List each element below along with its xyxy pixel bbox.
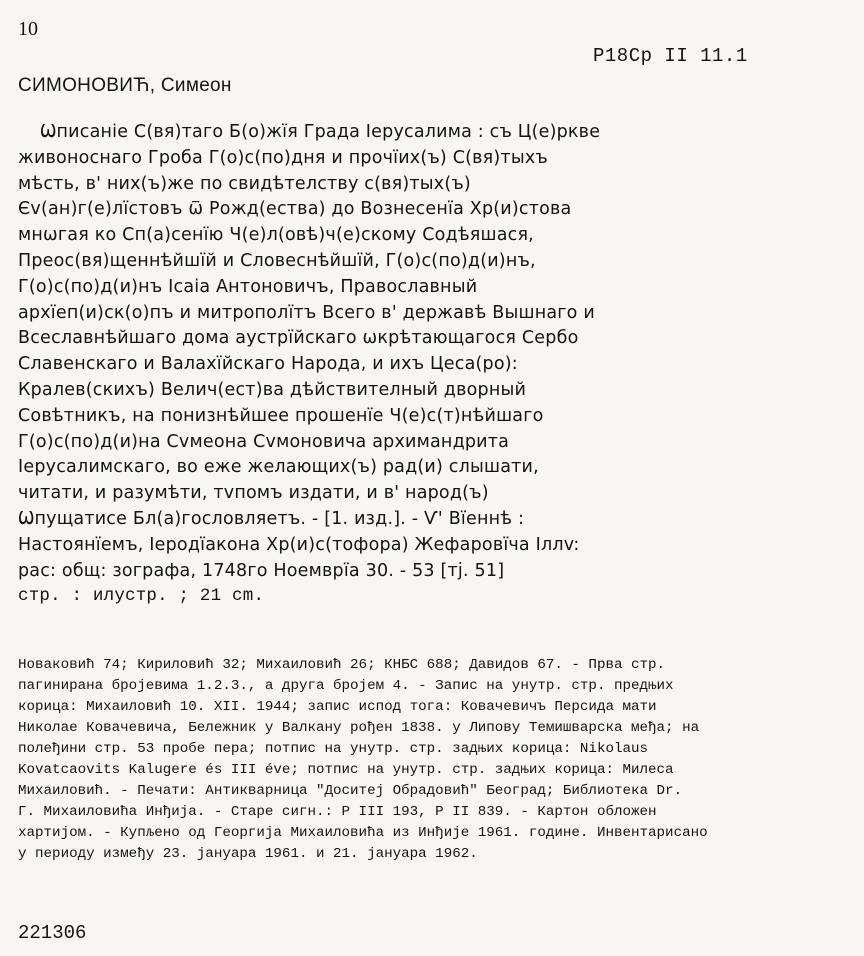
title-line: Г(о)с(по)д(и)нъ Ісаіа Антоновичъ, Православный bbox=[18, 276, 478, 297]
notes-line: пагинирана бројевима 1.2.3., а друга бројем 4. - Запис на унутр. стр. предњих bbox=[18, 678, 674, 694]
title-description bbox=[18, 120, 858, 610]
title-line: Всеславнѣйшаго дома аустрїйскаго ѡкрѣтающагося Сербо bbox=[18, 328, 579, 349]
title-line: Ѡпущатисе Бл(а)гословляетъ. - [1. изд.]. - Ѵ' Вїеннѣ : bbox=[18, 508, 525, 529]
title-line: Славенскаго и Валахїйскаго Народа, и ихъ Цеса(ро): bbox=[18, 354, 518, 375]
title-line: Іерусалимскаго, во еже желающих(ъ) рад(и) слышати, bbox=[18, 457, 539, 478]
notes-line: хартијом. - Купљено од Георгија Михаиловића из Инђије 1961. године. Инвентарисано bbox=[18, 825, 708, 841]
title-line: рас: общ: зографа, 1748го Ноемврїа 30. - 53 [тј. 51] bbox=[18, 560, 505, 581]
physical-description: стр. : илустр. ; 21 cm. bbox=[18, 586, 265, 607]
title-line: Г(о)с(по)д(и)на Сvмеона Сvмоновича архимандрита bbox=[18, 431, 510, 452]
title-line: Єv(ан)г(е)лїстовъ ѿ Рожд(ества) до Вознесенїа Хр(и)стова bbox=[18, 199, 572, 220]
notes-block bbox=[18, 655, 848, 865]
notes-line: Николае Ковачевича, Бележник у Валкану рођен 1838. у Липову Темишварска међа; на bbox=[18, 720, 700, 736]
title-line: Совѣтникъ, на понизнѣйшее прошенїе Ч(е)с(т)нѣйшаго bbox=[18, 405, 544, 426]
title-line: Кралев(скихъ) Велич(ест)ва дѣйствителный дворный bbox=[18, 379, 527, 400]
inventory-number: 221306 bbox=[18, 922, 87, 944]
shelfmark: Р18Ср II 11.1 bbox=[593, 45, 748, 67]
notes-line: у периоду између 23. јануара 1961. и 21. јануара 1962. bbox=[18, 846, 478, 862]
notes-line: корица: Михаиловић 10. XII. 1944; запис испод тога: Ковачевичъ Персида мати bbox=[18, 699, 657, 715]
notes-line: Михаиловић. - Печати: Антикварница "Доситеј Обрадовић" Београд; Библиотека Dr. bbox=[18, 783, 683, 799]
notes-line: полеђини стр. 53 пробе пера; потпис на унутр. стр. задњих корица: Nikolaus bbox=[18, 741, 649, 757]
title-line: мнѡгая ко Сп(а)сенїю Ч(е)л(овѣ)ч(е)скому Содѣяшася, bbox=[18, 225, 534, 246]
page-number: 10 bbox=[18, 18, 38, 40]
notes-line: Г. Михаиловића Инђија. - Старе сигн.: Р III 193, Р II 839. - Картон обложен bbox=[18, 804, 657, 820]
title-line: Ѡписаніе С(вя)таго Б(о)жїя Града Іерусалима : съ Ц(е)ркве bbox=[40, 122, 601, 142]
author-heading: СИМОНОВИЋ, Симеон bbox=[18, 75, 232, 96]
notes-line: Новаковић 74; Кириловић 32; Михаиловић 26; КНБС 688; Давидов 67. - Прва стр. bbox=[18, 657, 666, 673]
notes-line: Kovatcaovits Kalugere és III éve; потпис на унутр. стр. задњих корица: Милеса bbox=[18, 762, 674, 778]
title-line: Настоянїемъ, Іеродїакона Хр(и)с(тофора) Жефаровїча Іллv: bbox=[18, 534, 580, 555]
title-line: читати, и разумѣти, тvпомъ издати, и в' народ(ъ) bbox=[18, 483, 489, 504]
title-line: Преос(вя)щеннѣйшїй и Словеснѣйшїй, Г(о)с(по)д(и)нъ, bbox=[18, 250, 536, 271]
title-line: живоноснаго Гроба Г(о)с(по)дня и прочїих(ъ) С(вя)тыхъ bbox=[18, 147, 548, 168]
title-line: архїеп(и)ск(о)пъ и митрополїтъ Всего в' державѣ Вышнаго и bbox=[18, 302, 595, 323]
title-line: мѣсть, в' них(ъ)же по свидѣтелству с(вя)тых(ъ) bbox=[18, 173, 471, 194]
